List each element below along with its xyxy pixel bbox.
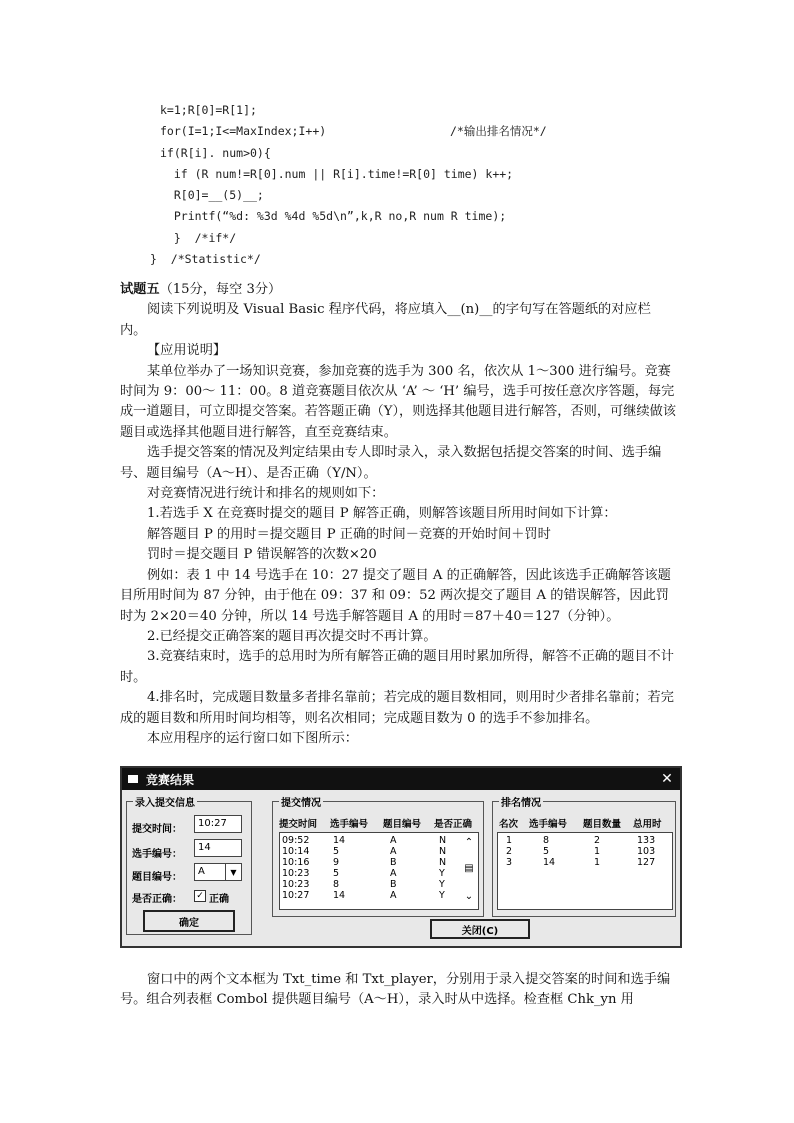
close-button[interactable]: 关闭(C) xyxy=(430,919,530,939)
code-line: for(I=1;I<=MaxIndex;I++) /*输出排名情况*/ xyxy=(150,121,513,142)
paragraph: 本应用程序的运行窗口如下图所示： xyxy=(147,730,358,746)
close-icon[interactable]: ✕ xyxy=(661,771,673,787)
window-menu-icon[interactable] xyxy=(128,775,138,783)
chevron-down-icon[interactable]: ▼ xyxy=(225,864,241,880)
submit-group xyxy=(272,798,484,917)
problem-combo[interactable] xyxy=(194,863,242,881)
confirm-button[interactable]: 确定 xyxy=(143,910,235,932)
scroll-up-icon[interactable]: ⌃ xyxy=(464,837,474,848)
paragraph: 3.竞赛结束时，选手的总用时为所有解答正确的题目用时累加所得，解答不正确的题目不计时。 xyxy=(120,649,674,685)
paragraph: 罚时＝提交题目 P 错误解答的次数×20 xyxy=(147,547,377,563)
rank-group xyxy=(492,798,676,917)
code-line: } /*Statistic*/ xyxy=(150,252,261,267)
section-title: 【应用说明】 xyxy=(147,343,227,359)
scroll-thumb-icon[interactable]: ▤ xyxy=(464,863,474,874)
code-line: if (R num!=R[0].num || R[i].time!=R[0] time) k++; xyxy=(160,166,514,181)
rank-header-player: 选手编号 xyxy=(529,819,568,830)
question-heading: 试题五（15分，每空 3分） xyxy=(120,282,282,297)
code-line: R[0]=__(5)__; xyxy=(160,188,264,203)
code-line: } /*if*/ xyxy=(160,230,237,245)
entry-group xyxy=(126,798,252,935)
paragraph: 解答题目 P 的用时＝提交题目 P 正确的时间－竞赛的开始时间＋罚时 xyxy=(147,526,551,542)
paragraph: 2.已经提交正确答案的题目再次提交时不再计算。 xyxy=(147,628,437,644)
contest-result-window xyxy=(120,766,682,948)
submit-header-time: 提交时间 xyxy=(279,819,318,830)
question-intro: 阅读下列说明及 Visual Basic 程序代码，将应填入__(n)__的字句写在答题纸的对应栏内。 xyxy=(120,302,651,338)
submit-listbox[interactable]: 09:52 14 A N 10:14 5 A N 10:16 9 B N 10:23 5 A Y 10:23 8 B Y 10:27 14 A Y ⌃ ▤ ⌄ xyxy=(279,832,479,910)
window-title-bar xyxy=(122,768,680,790)
code-line: k=1;R[0]=R[1]; xyxy=(160,103,257,117)
correct-checkbox[interactable]: ✓ xyxy=(194,890,206,902)
submit-header-problem: 题目编号 xyxy=(383,819,422,830)
problem-label: 题目编号： xyxy=(132,872,182,883)
rank-header-place: 名次 xyxy=(499,819,519,830)
time-input[interactable]: 10:27 xyxy=(194,815,242,833)
submit-scrollbar[interactable] xyxy=(462,835,476,907)
code-block xyxy=(150,100,547,270)
rank-header-time: 总用时 xyxy=(633,819,662,830)
correct-label: 是否正确： xyxy=(132,894,182,905)
window-title: 竞赛结果 xyxy=(146,772,195,787)
problem-combo-value: A xyxy=(198,866,205,877)
paragraph: 窗口中的两个文本框为 Txt_time 和 Txt_player，分别用于录入提交答案的时间和选手编号。组合列表框 Combol 提供题目编号（A～H），录入时从中选择。检查框 Chk_yn 用 xyxy=(120,972,671,1008)
paragraph: 对竞赛情况进行统计和排名的规则如下： xyxy=(147,486,385,502)
player-label: 选手编号： xyxy=(132,849,182,860)
submit-group-label: 提交情况 xyxy=(279,794,323,809)
entry-group-label: 录入提交信息 xyxy=(133,794,197,809)
rank-header-count: 题目数量 xyxy=(583,819,622,830)
correct-checkbox-label: 正确 xyxy=(209,894,229,905)
code-line: if(R[i]. num>0){ xyxy=(160,145,271,160)
paragraph: 1.若选手 X 在竞赛时提交的题目 P 解答正确，则解答该题目所用时间如下计算： xyxy=(147,506,617,522)
submit-header-player: 选手编号 xyxy=(330,819,369,830)
time-label: 提交时间： xyxy=(132,824,182,835)
scroll-down-icon[interactable]: ⌄ xyxy=(464,891,474,902)
paragraph: 选手提交答案的情况及判定结果由专人即时录入，录入数据包括提交答案的时间、选手编号、题目编号（A～H）、是否正确（Y/N）。 xyxy=(120,445,662,481)
submit-header-correct: 是否正确 xyxy=(434,819,473,830)
player-input[interactable]: 14 xyxy=(194,839,242,857)
paragraph: 例如：表 1 中 14 号选手在 10：27 提交了题目 A 的正确解答，因此该选手正确解答该题目所用时间为 87 分钟，由于他在 09：37 和 09：52 两次提交了题目 A 的错误解答，因此罚时为 2×20＝40 分钟，所以 14 号选手解答题目 A 的用时＝87＋40＝127（分钟）。 xyxy=(120,567,671,624)
paragraph: 4.排名时，完成题目数量多者排名靠前；若完成的题目数相同，则用时少者排名靠前；若完成的题目数和所用时间均相等，则名次相同；完成题目数为 0 的选手不参加排名。 xyxy=(120,690,674,726)
code-line: Printf(“%d: %3d %4d %5d\n”,k,R no,R num R time); xyxy=(160,209,507,224)
question-body xyxy=(120,280,676,749)
rank-group-label: 排名情况 xyxy=(499,794,543,809)
after-window-text xyxy=(120,970,676,1011)
code-comment: /*输出排名情况*/ xyxy=(450,124,547,139)
rank-listbox[interactable]: 1 8 2 133 2 5 1 103 3 14 1 127 xyxy=(497,832,673,910)
paragraph: 某单位举办了一场知识竞赛，参加竞赛的选手为 300 名，依次从 1～300 进行编号。竞赛时间为 9：00～ 11：00。8 道竞赛题目依次从 ‘A’ ～ ‘H’ 编号，选手可按任意次序答题，每完成一道题目，可立即提交答案。若答题正确（Y），则选择其他题目进行解答，否则，可继续做该题目或选择其他题目进行解答，直至竞赛结束。 xyxy=(120,363,676,440)
